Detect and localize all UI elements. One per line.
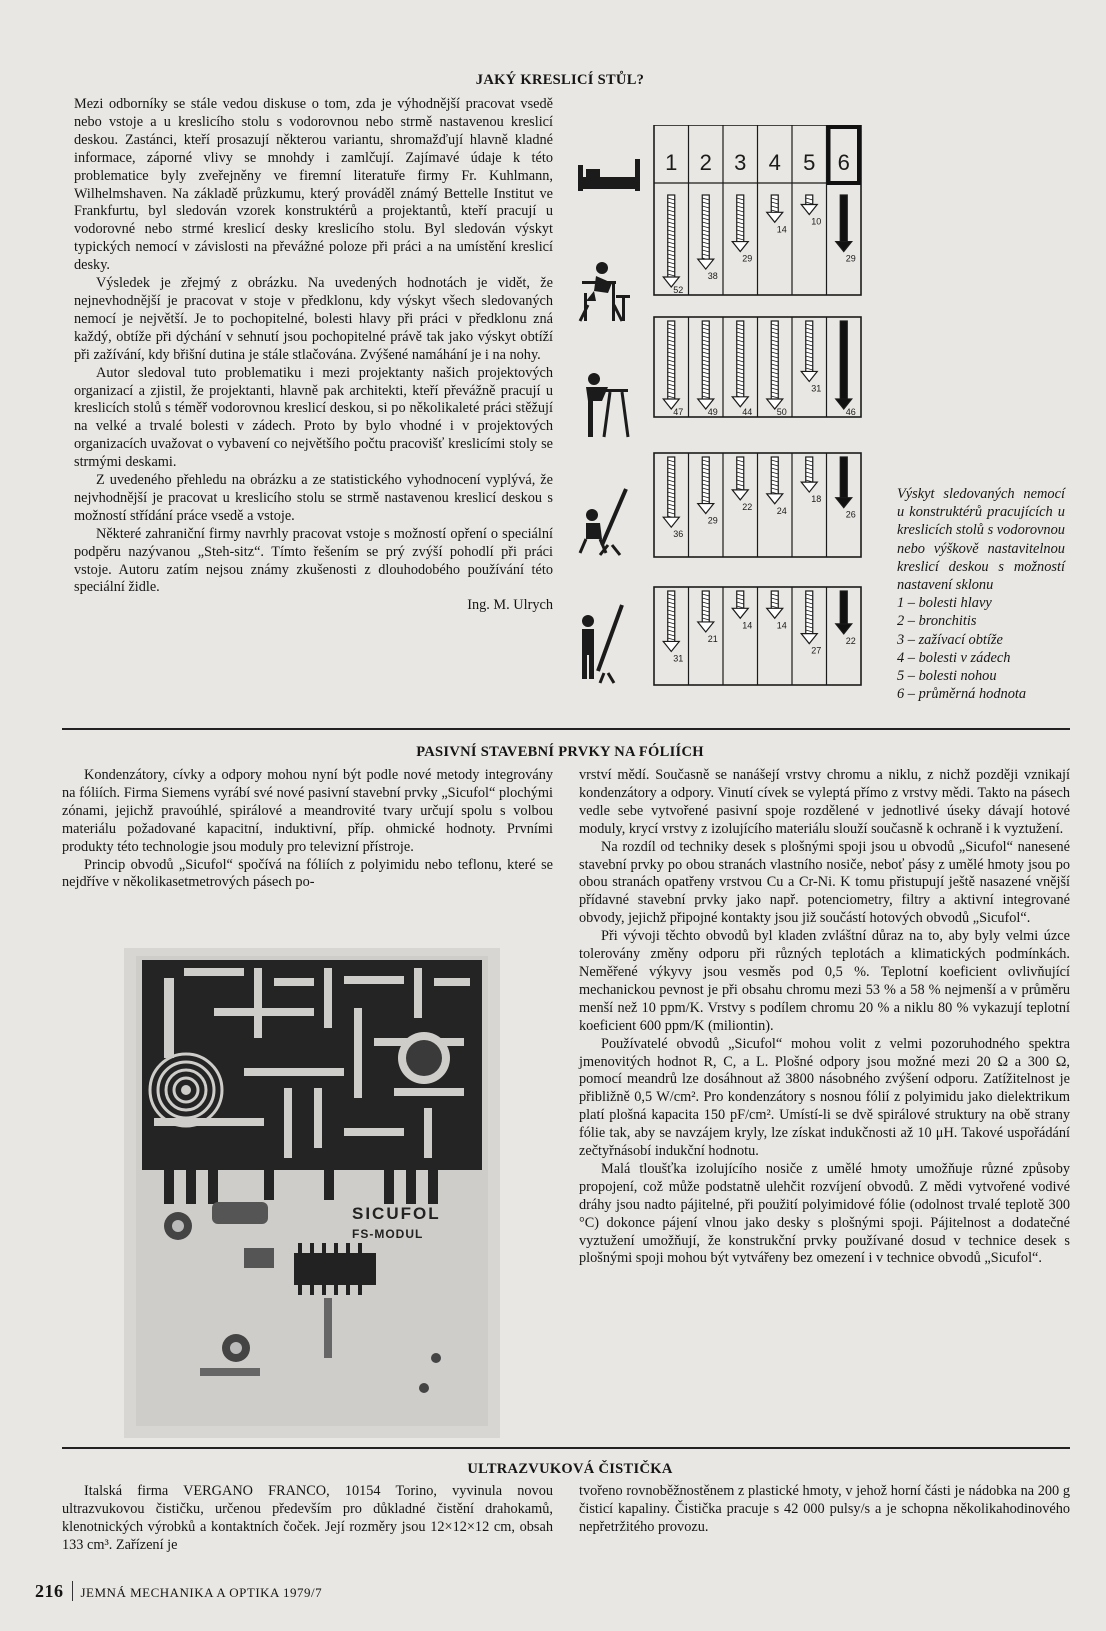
figure-caption: [897, 485, 1065, 703]
article-body-right: [579, 1483, 1070, 1537]
paragraph: tvořeno rovnoběžnostěnem z plastické hmoty, v jehož horní části je nádobka na 200 g čisticí kapaliny. Čistička pracuje s 42 000 pulsy/s a je schopna několikahodinového nepřetržitého provozu.: [579, 1483, 1070, 1535]
legend-item-2: 2 – bronchitis: [897, 613, 977, 630]
paragraph: Princip obvodů „Sicufol“ spočívá na fóliích z polyimidu nebo teflonu, které se nejdříve v několikasetmetrových pásech po-: [62, 856, 553, 891]
standing-steep-board-icon: [582, 605, 622, 683]
legend-item-1: 1 – bolesti hlavy: [897, 595, 992, 612]
value-label: 38: [707, 271, 718, 282]
paragraph: Některé zahraniční firmy navrhly pracovat vstoje s možností opření o speciální podpěru nazývanou „Steh-sitz“. Tímto řešením se prý zvýší pohodlí při práci vstoje. Autoru zatím nejsou známy zkušenosti z dlouhodobého používání této speciální židle.: [74, 525, 553, 596]
value-arrow-head: [663, 517, 679, 527]
paragraph: Z uvedeného přehledu na obrázku a ze statistického vyhodnocení vyplývá, že nejvhodnější je pracovat u kreslicího stolu se strmě nastavenou kreslicí deskou s možností střídání práce vsedě a vstoje.: [74, 472, 553, 524]
section-divider: [62, 1447, 1070, 1449]
value-arrow-shaft: [840, 321, 847, 400]
value-label: 29: [707, 515, 718, 526]
value-label: 50: [776, 407, 787, 417]
legend-item-3: 3 – zažívací obtíže: [897, 631, 1003, 648]
value-label: 24: [776, 505, 787, 516]
footer-separator: [72, 1581, 73, 1601]
value-arrow-head: [836, 624, 852, 634]
value-arrow-shaft: [840, 591, 847, 625]
sicufol-module-photo: [124, 948, 500, 1438]
legend-item-4: 4 – bolesti v zádech: [897, 649, 1011, 666]
value-label: 26: [845, 509, 856, 520]
paragraph: Při vývoji těchto obvodů byl kladen zvláštní důraz na to, aby byly velmi úzce tolerovány změny odporu při různých teplotách a klimatických podmínkách. Neměřené výkyvy jsou vesměs pod 0,5 %. Teplotní koeficient ovlivňující mechanickou pevnost je při obsahu chromu mezi 53 % a 58 % nejmenší a v průměru menší než 10 ppm/K. Vrstvy s podílem chromu 20 % a niklu 80 % vykazují teplotní koeficient 600 ppm/K (miliontin).: [579, 928, 1070, 1034]
value-label: 31: [673, 653, 684, 664]
value-arrow-head: [732, 608, 748, 618]
standing-bent-drafter-icon: [586, 373, 628, 437]
value-arrow-head: [767, 212, 783, 222]
value-label: 49: [707, 407, 718, 417]
value-label: 29: [845, 253, 856, 264]
value-label: 14: [742, 620, 753, 631]
value-arrow-head: [732, 397, 748, 407]
value-label: 21: [707, 633, 718, 644]
column-number: 5: [803, 150, 816, 175]
column-number: 3: [734, 150, 747, 175]
article-body-left: [62, 767, 553, 892]
page-number: 216: [35, 1581, 64, 1601]
value-arrow-head: [801, 482, 817, 492]
paragraph: Výsledek je zřejmý z obrázku. Na uvedených hodnotách je vidět, že nejnevhodnější je pracovat v stoje v předklonu, kdy výskyt všech sledovaných nemocí je největší. Je to pochopitelné, bolesti hlavy při práci v předklonu zná každý, obtíže při dýchání v sehnutí jsou pochopitelné právě tak jako výskyt obtíží při zažívání, kdy břišní dutina je stále stlačována. Zvýšené namáhání je i na nohy.: [74, 275, 553, 363]
column-number: 4: [768, 150, 781, 175]
journal-name: JEMNÁ MECHANIKA A OPTIKA 1979/7: [80, 1585, 323, 1600]
value-label: 22: [845, 635, 856, 646]
value-arrow-head: [836, 242, 852, 252]
value-label: 14: [776, 620, 787, 631]
value-label: 36: [673, 529, 684, 540]
value-arrow-head: [732, 242, 748, 252]
value-label: 22: [742, 501, 753, 512]
seated-drafter-icon: [580, 262, 630, 321]
paragraph: Na rozdíl od techniky desek s plošnými spoji jsou u obvodů „Sicufol“ nanesené stavební prvky po obou stranách vlastního nosiče, neboť pásy z umělé hmoty jsou po obou stranách opatřeny vrstvou Cu a Cr-Ni. K tomu přistupují ještě nasazené vnější přídavné stavební prvky jako např. potenciometry, filtry a aktivní integrované obvody, jejichž připojné kontakty jsou již součástí hotových obvodů „Sicufol“.: [579, 838, 1070, 927]
bed-icon: [578, 159, 640, 191]
value-arrow-head: [732, 490, 748, 500]
column-number: 2: [699, 150, 712, 175]
value-label: 31: [811, 383, 822, 394]
value-arrow-head: [698, 622, 714, 632]
value-label: 46: [845, 407, 856, 417]
value-arrow-head: [698, 259, 714, 269]
column-number: 6: [837, 150, 850, 175]
paragraph: Mezi odborníky se stále vedou diskuse o tom, zda je výhodnější pracovat vsedě nebo vstoje a u kreslicího stolu s vodorovnou nebo strmě nastavenou kreslicí deskou. Zastánci, kteří prosazují některou variantu, shromažďují hlavně kladné informace, záporné vlivy se mnohdy i zamlčují. Zajímavé údaje k této problematice byly zveřejněny ve firemní literatuře firmy Fr. Kuhlmann, Wilhelmshaven. Na základě průzkumu, který prováděl známý Bettelle Institut ve Frankfurtu, byl sledován vzorek konstruktérů a projektantů, kteří pracují u vodorovné nebo strmé kreslicí desky kreslicího stolu. Byl sledován výskyt typických nemocí v závislosti na převážné poloze při práci a na umístění kreslicí desky.: [74, 96, 553, 274]
value-label: 44: [742, 407, 753, 417]
photo-label-sicufol: SICUFOL: [352, 1204, 441, 1223]
photo-label-module: FS-MODUL: [352, 1227, 424, 1241]
paragraph: Autor sledoval tuto problematiku i mezi projektanty našich projektových organizací a zjistil, že projektanti, hlavně pak architekti, kteří převážně pracují u kreslicích stolů s téměř vodorovnou kreslicí deskou, si po několikaleté práci stěžují na velké a trvalé bolesti v zádech. Proto by bylo vhodné i v projektových organizacích uvažovat o vybavení co největšího počtu pracovišť kreslicími stoly se strmými deskami.: [74, 364, 553, 471]
page-footer: [35, 1581, 322, 1602]
value-label: 10: [811, 216, 822, 227]
paragraph: Kondenzátory, cívky a odpory mohou nyní být podle nové metody integrovány na fóliích. Firma Siemens vyrábí své nové pasivní stavební prvky „Sicufol“ plochými zónami, jejichž pravoúhlé, spirálové a meandrovité tvary určují spolu s volbou materiálu požadované kapacitní, induktivní, příp. ohmické hodnoty. Prvními produkty této technologie jsou moduly pro televizní přístroje.: [62, 767, 553, 855]
column-number: 1: [665, 150, 678, 175]
paragraph: Používatelé obvodů „Sicufol“ mohou volit z velmi pozoruhodného spektra jmenovitých hodnot R, C, a L. Plošné odpory jsou možné mezi 20 Ω a 300 Ω, pomocí meandrů lze dosáhnout až 3800 násobného zvýšení odporu. Zatížitelnost je přibližně 0,5 W/cm². Pro kondenzátory s nosnou fólií z polyimidu jako dielektrikum platí plošná kapacita 150 pF/cm². Umístí-li se dvě spirálové struktury na obě strany fólie tak, aby se navzájem kryly, lze získat indukčnosti až 10 μH. Takové uspořádání zečtyřnásobí indukční hodnotu.: [579, 1035, 1070, 1160]
value-arrow-shaft: [840, 457, 847, 499]
value-arrow-head: [836, 498, 852, 508]
caption-text: Výskyt sledovaných nemocí u konstruktérů pracujících u kreslicích stolů s vodorovnou nebo výškově nastavitelnou kreslicí deskou s možností nastavení sklonu: [897, 486, 1065, 594]
article-title: ULTRAZVUKOVÁ ČISTIČKA: [467, 1461, 673, 1477]
value-arrow-head: [698, 504, 714, 514]
value-label: 27: [811, 645, 822, 656]
value-label: 29: [742, 253, 753, 264]
value-label: 47: [673, 407, 684, 417]
value-label: 18: [811, 494, 822, 505]
article-body: [74, 96, 553, 615]
legend-item-6: 6 – průměrná hodnota: [897, 686, 1027, 703]
section-divider: [62, 728, 1070, 730]
value-arrow-head: [801, 371, 817, 381]
paragraph: Italská firma VERGANO FRANCO, 10154 Torino, vyvinula novou ultrazvukovou čističku, určenou především pro důkladné čistění drahokamů, klenotnických výrobků a kontaktních čoček. Její rozměry jsou 12×12×12 cm, obsah 133 cm³. Zařízení je: [62, 1483, 553, 1553]
article-body-right: [579, 767, 1070, 1268]
paragraph: Malá tloušťka izolujícího nosiče z umělé hmoty umožňuje různé způsoby propojení, což může podstatně ulehčit rozvíjení obvodů. Z mědi vytvořené vodivé dráhy jsou nadto pájitelné, při použití polyimidové fólie (odolnost trvalé teplotě 300 °C) dokonce pájení vlnou jako desky s plošnými spoji. Pájitelnost a dodatečné vyztužení umožňují, že konstrukční prvky používané dosud v technice desek s plošnými spoji mohou být vytvářeny bez omezení i v technice obvodů „Sicufol“.: [579, 1160, 1070, 1267]
disease-figure: [572, 125, 872, 715]
seated-steep-board-icon: [580, 489, 626, 555]
article-title: JAKÝ KRESLICÍ STŮL?: [475, 72, 645, 88]
author: Ing. M. Ulrych: [467, 597, 553, 614]
value-arrow-head: [767, 494, 783, 504]
legend-item-5: 5 – bolesti nohou: [897, 668, 997, 685]
value-arrow-head: [663, 641, 679, 651]
value-label: 14: [776, 224, 787, 235]
value-label: 52: [673, 285, 684, 295]
article-title: PASIVNÍ STAVEBNÍ PRVKY NA FÓLIÍCH: [416, 744, 704, 760]
value-arrow-shaft: [840, 195, 847, 243]
value-arrow-head: [801, 634, 817, 644]
article-body-left: [62, 1483, 553, 1555]
value-arrow-head: [801, 205, 817, 215]
value-arrow-head: [767, 608, 783, 618]
paragraph: vrství mědí. Současně se nanášejí vrstvy chromu a niklu, z nichž později vznikají kondenzátory a odpory. Vinutí cívek se vyleptá přímo z vrstvy mědi. Takto na pásech vedle sebe vytvořené pasivní spoje rozdělené v jednotlivé úseky dávají hotové moduly, krycí vrstvy z izolujícího materiálu slouží současně k ochraně i k vyztužení.: [579, 767, 1070, 837]
